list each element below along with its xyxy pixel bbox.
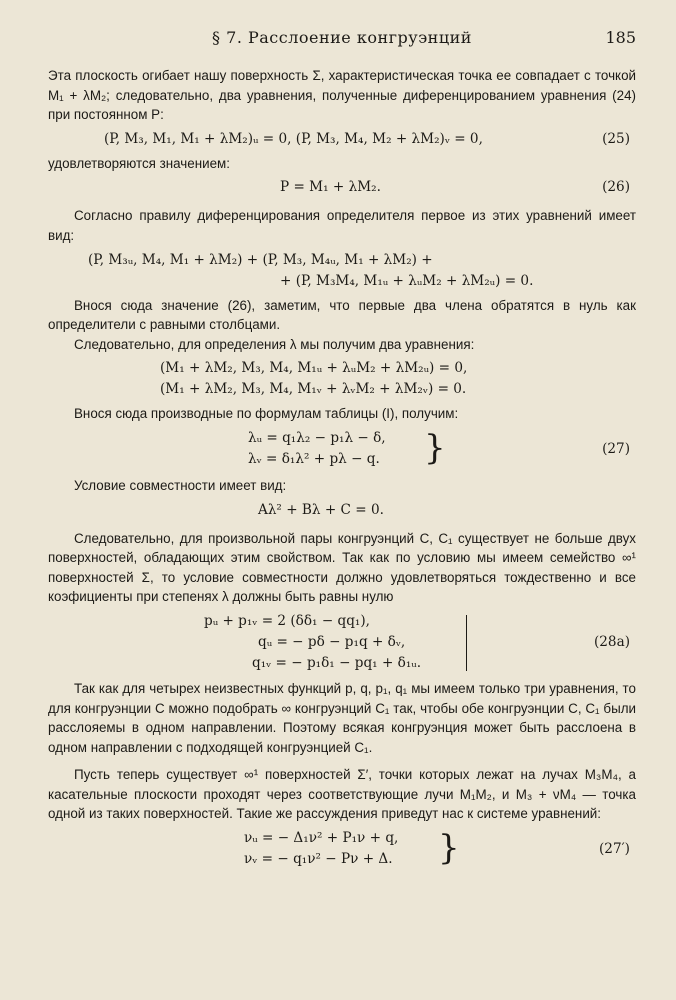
equation-lambda-line-2: (M₁ + λM₂, M₃, M₄, M₁ᵥ + λᵥM₂ + λM₂ᵥ) = 0. <box>160 381 467 398</box>
equation-lambda-line-1: (M₁ + λM₂, M₃, M₄, M₁ᵤ + λᵤM₂ + λM₂ᵤ) = 0, <box>160 360 468 377</box>
paragraph-5: Следовательно, для определения λ мы получим два уравнения: <box>74 336 475 352</box>
running-header <box>48 28 636 52</box>
equation-26-text: P = M₁ + λM₂. <box>280 179 381 196</box>
paragraph-9: Так как для четырех неизвестных функций p, q, p₁, q₁ мы имеем только три уравнения, то для конгруэнции C можно подобрать ∞ конгруэнций C₁ так, чтобы обе конгруэнции C, C₁ были расслояемы в одном направлении. Поэтому всякая конгруэнция может быть расслоена в одном направлении с подходящей конгруэнцией C₁. <box>48 680 636 755</box>
paragraph-7: Условие совместности имеет вид: <box>74 477 287 493</box>
paragraph-10: Пусть теперь существует ∞¹ поверхностей Σ′, точки которых лежат на лучах M₃M₄, а касательные плоскости проходят через соответствующие лучи M₁M₂, и M₃ + νM₄ — точка одной из таких поверхностей. Такие же рассуждения приведут нас к системе уравнений: <box>48 767 636 822</box>
paragraph-3: Согласно правилу диференцирования определителя первое из этих уравнений имеет вид: <box>48 208 636 243</box>
equation-27 <box>48 428 636 472</box>
equation-28a-line-2: qᵤ = − pδ − p₁q + δᵥ, <box>258 633 406 650</box>
equation-27-line-2: λᵥ = δ₁λ² + pλ − q. <box>248 450 380 467</box>
equation-compatibility-text: Aλ² + Bλ + C = 0. <box>258 501 384 518</box>
equation-28a-line-1: pᵤ + p₁ᵥ = 2 (δδ₁ − qq₁), <box>204 612 371 629</box>
equation-25-text: (P, M₃, M₁, M₁ + λM₂)ᵤ = 0, (P, M₃, M₄, M₂ + λM₂)ᵥ = 0, <box>104 130 483 147</box>
equation-27-prime-number: (27′) <box>599 841 630 858</box>
equation-27-prime-line-2: νᵥ = − q₁ν² − Pν + Δ. <box>244 851 393 868</box>
right-brace-prime: } <box>438 828 460 869</box>
equation-compatibility <box>48 500 636 521</box>
equation-27-prime-line-1: νᵤ = − Δ₁ν² + P₁ν + q, <box>244 830 399 847</box>
paragraph-6: Внося сюда производные по формулам таблицы (I), получим: <box>74 406 459 422</box>
equation-determinant-line-2: + (P, M₃M₄, M₁ᵤ + λᵤM₂ + λM₂ᵤ) = 0. <box>280 272 534 289</box>
right-bar <box>466 615 467 671</box>
equation-25 <box>48 129 636 150</box>
paragraph-8: Следовательно, для произвольной пары конгруэнций C, C₁ существует не больше двух поверхностей, обладающих этим свойством. Так как по условию мы имеем семейство ∞¹ поверхностей Σ, то условие совместности должно удовлетворяться тождественно и все коэфициенты при степенях λ должны быть равны нулю <box>48 530 636 605</box>
equation-26-number: (26) <box>602 179 630 196</box>
equation-25-number: (25) <box>602 130 630 147</box>
equation-28a <box>48 611 636 675</box>
equation-determinant <box>48 250 636 292</box>
paragraph-1: Эта плоскость огибает нашу поверхность Σ, характеристическая точка ее совпадает с точкой M₁ + λM₂; следовательно, два уравнения, полученные диференцированием уравнения (24) при постоянном P: <box>48 68 636 123</box>
paragraph-4: Внося сюда значение (26), заметим, что первые два члена обратятся в нуль как определители с равными столбцами. <box>48 297 636 333</box>
equation-lambda <box>48 358 636 400</box>
right-brace: } <box>424 427 446 468</box>
equation-27-line-1: λᵤ = q₁λ₂ − p₁λ − δ, <box>248 429 386 446</box>
equation-determinant-line-1: (P, M₃ᵤ, M₄, M₁ + λM₂) + (P, M₃, M₄ᵤ, M₁ + λM₂) + <box>88 251 433 268</box>
equation-28a-number: (28a) <box>593 633 630 650</box>
page-number: 185 <box>605 28 636 47</box>
equation-28a-line-3: q₁ᵥ = − p₁δ₁ − pq₁ + δ₁ᵤ. <box>252 654 422 671</box>
section-title: § 7. Расслоение конгруэнций <box>212 28 472 47</box>
paragraph-2: удовлетворяются значением: <box>48 155 230 171</box>
equation-27-number: (27) <box>602 440 630 457</box>
page-body <box>48 66 636 876</box>
equation-27-prime <box>48 828 636 872</box>
equation-26 <box>48 177 636 198</box>
